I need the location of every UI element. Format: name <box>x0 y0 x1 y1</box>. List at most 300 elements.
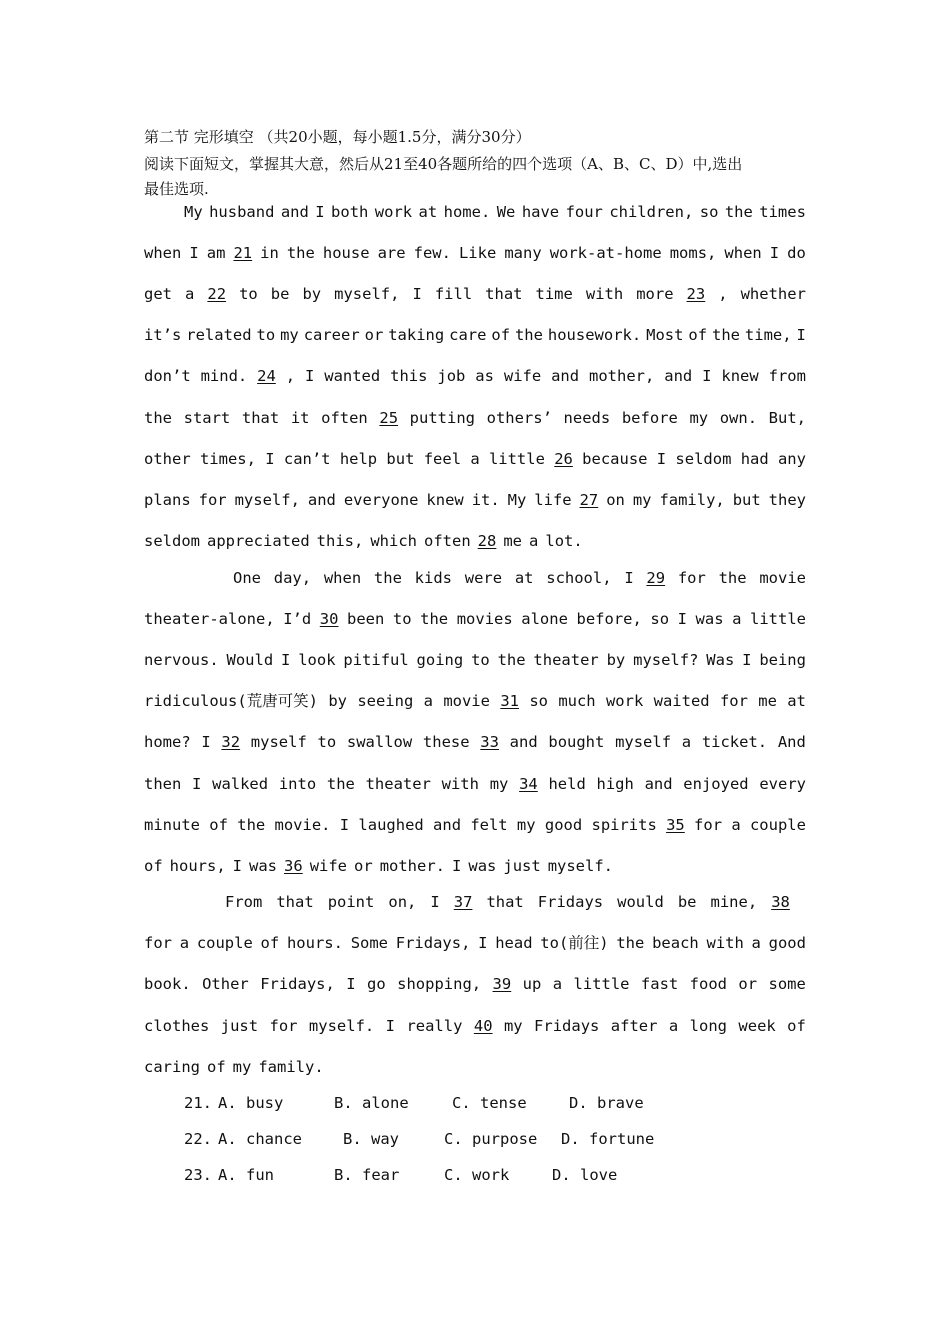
word: when <box>144 244 182 262</box>
word: at <box>787 692 806 710</box>
word: be <box>270 285 290 303</box>
word: minute <box>144 816 200 834</box>
word: because <box>582 450 648 468</box>
word: on <box>606 491 625 509</box>
word: feel <box>423 450 462 468</box>
word: I <box>265 450 275 468</box>
word: I <box>385 1017 396 1035</box>
word: so <box>699 203 719 221</box>
word: and <box>280 203 309 221</box>
word: waited <box>653 692 710 710</box>
word: myself <box>615 733 672 751</box>
word: of <box>491 326 511 344</box>
word: knew <box>426 491 464 509</box>
word: I <box>624 569 634 587</box>
word: for <box>719 692 748 710</box>
word: movie <box>443 692 490 710</box>
word: ticket. <box>701 733 768 751</box>
word: that <box>485 285 523 303</box>
word: good <box>544 816 583 834</box>
passage-line <box>144 325 806 345</box>
section-title: 第二节 完形填空 （共20小题，每小题1.5分，满分30分） <box>144 128 531 146</box>
passage-line <box>144 1057 806 1077</box>
word: clothes <box>144 1017 210 1035</box>
word: the <box>616 934 645 952</box>
word: I <box>281 651 291 669</box>
word: time, <box>744 326 792 344</box>
word: housework. <box>547 326 642 344</box>
word: Fridays, <box>260 975 335 993</box>
blank-number: 27 <box>579 491 599 509</box>
word: life <box>534 491 572 509</box>
word: the <box>724 203 753 221</box>
word: have <box>521 203 560 221</box>
word: work-at-home <box>549 244 662 262</box>
word: the <box>326 775 355 793</box>
blank-number: 23 <box>686 285 706 303</box>
passage-line <box>144 933 806 953</box>
word: the <box>514 326 543 344</box>
word: or <box>738 975 758 993</box>
word: every <box>759 775 806 793</box>
word: family, <box>659 491 725 509</box>
word: of <box>260 934 280 952</box>
word: more <box>636 285 674 303</box>
word: We <box>496 203 516 221</box>
word: that <box>486 893 524 911</box>
word: good <box>768 934 806 952</box>
word: couple <box>749 816 806 834</box>
word: myself. <box>547 857 614 875</box>
word: the <box>144 409 172 427</box>
question-number: 23. <box>184 1166 212 1184</box>
word: book. <box>144 975 191 993</box>
blank-number: 33 <box>480 733 499 751</box>
word: time <box>535 285 573 303</box>
word: am <box>206 244 226 262</box>
word: everyone <box>343 491 419 509</box>
word: head <box>495 934 533 952</box>
word: the <box>718 569 747 587</box>
word: it <box>290 409 310 427</box>
word: house <box>322 244 370 262</box>
word: been <box>347 610 385 628</box>
word: of <box>787 1017 806 1035</box>
word: mine, <box>710 893 758 911</box>
word: help <box>339 450 378 468</box>
word: with <box>441 775 479 793</box>
passage-line <box>233 568 806 588</box>
word: From <box>225 893 263 911</box>
word: Fridays, <box>395 934 471 952</box>
question-number: 22. <box>184 1130 212 1148</box>
word: or <box>364 326 384 344</box>
word: seldom <box>144 532 200 550</box>
word: the <box>237 816 266 834</box>
blank-number: 26 <box>554 450 573 468</box>
word: as <box>475 367 494 385</box>
word: but <box>732 491 761 509</box>
passage-line <box>144 691 806 711</box>
word: just <box>220 1017 259 1035</box>
word: theater <box>533 651 599 669</box>
word: my <box>516 816 536 834</box>
word: plans <box>144 491 191 509</box>
option-d: D. love <box>552 1166 618 1184</box>
word: four <box>565 203 603 221</box>
word: was <box>695 610 724 628</box>
passage-line <box>225 892 790 912</box>
word: other <box>144 450 191 468</box>
instructions-line-1: 阅读下面短文，掌握其大意，然后从21至40各题所给的四个选项（A、B、C、D）中,选出 <box>144 155 743 173</box>
word: ridiculous(荒唐可笑) <box>144 692 318 710</box>
word: my <box>489 775 509 793</box>
word: but <box>386 450 415 468</box>
option-a: A. chance <box>218 1130 302 1148</box>
word: , <box>718 285 728 303</box>
word: I <box>478 934 488 952</box>
passage-line <box>144 531 806 551</box>
word: much <box>558 692 596 710</box>
word: with <box>585 285 624 303</box>
word: by <box>302 285 322 303</box>
word: be <box>677 893 697 911</box>
word: of <box>209 816 228 834</box>
word: knew <box>721 367 759 385</box>
word: a <box>423 692 433 710</box>
word: myself. <box>308 1017 375 1035</box>
word: I <box>232 857 243 875</box>
word: One <box>233 569 261 587</box>
word: home. <box>443 203 491 221</box>
word: mind. <box>200 367 248 385</box>
word: food <box>689 975 727 993</box>
word: it’s <box>144 326 182 344</box>
word: for <box>677 569 706 587</box>
word: some <box>768 975 806 993</box>
passage-line <box>144 856 806 876</box>
word: point <box>327 893 375 911</box>
word: to(前往) <box>540 934 609 952</box>
word: to <box>239 285 258 303</box>
word: walked <box>212 775 269 793</box>
word: I <box>192 775 202 793</box>
word: , <box>285 367 296 385</box>
word: up <box>522 975 542 993</box>
word: often <box>424 532 471 550</box>
word: putting <box>409 409 475 427</box>
word: the <box>420 610 449 628</box>
word: by <box>606 651 626 669</box>
word: a <box>470 450 480 468</box>
word: Most <box>646 326 684 344</box>
word: I <box>769 244 780 262</box>
word: held <box>548 775 586 793</box>
word: was <box>249 857 278 875</box>
word: a <box>529 532 539 550</box>
word: had <box>740 450 769 468</box>
word: I <box>339 816 350 834</box>
word: before <box>621 409 678 427</box>
word: felt <box>470 816 508 834</box>
word: children, <box>609 203 694 221</box>
word: But, <box>768 409 806 427</box>
word: week <box>738 1017 776 1035</box>
word: work <box>605 692 644 710</box>
word: the <box>497 651 526 669</box>
passage-line <box>144 774 806 794</box>
option-d: D. fortune <box>561 1130 655 1148</box>
word: hours, <box>169 857 226 875</box>
word: look <box>298 651 336 669</box>
blank-number: 24 <box>257 367 276 385</box>
word: I <box>304 367 315 385</box>
word: pitiful <box>343 651 409 669</box>
word: really <box>406 1017 463 1035</box>
word: when <box>323 569 362 587</box>
word: And <box>777 733 806 751</box>
word: few. <box>413 244 451 262</box>
word: myself, <box>334 285 400 303</box>
word: own. <box>719 409 758 427</box>
word: others’ <box>486 409 552 427</box>
word: lot. <box>545 532 583 550</box>
word: times, <box>199 450 256 468</box>
blank-number: 25 <box>379 409 399 427</box>
word: family. <box>258 1058 324 1076</box>
word: by <box>328 692 347 710</box>
option-b: B. alone <box>334 1094 409 1112</box>
word: and <box>433 816 462 834</box>
word: before, <box>576 610 642 628</box>
word: times <box>759 203 806 221</box>
option-b: B. way <box>343 1130 399 1148</box>
word: a <box>179 934 190 952</box>
word: movie <box>759 569 806 587</box>
word: of <box>688 326 708 344</box>
word: seeing <box>357 692 414 710</box>
word: fast <box>640 975 679 993</box>
word: needs <box>563 409 611 427</box>
passage-line <box>144 490 806 510</box>
word: and <box>307 491 336 509</box>
word: my <box>689 409 709 427</box>
blank-number: 21 <box>233 244 253 262</box>
word: wife <box>503 367 542 385</box>
word: mother. <box>379 857 446 875</box>
word: couple <box>196 934 253 952</box>
word: taking <box>388 326 445 344</box>
word: a <box>751 934 761 952</box>
word: my <box>632 491 652 509</box>
word: a <box>731 816 741 834</box>
word: My <box>184 203 203 221</box>
word: it. <box>471 491 500 509</box>
word: Fridays <box>537 893 604 911</box>
word: this <box>390 367 428 385</box>
blank-number: 39 <box>492 975 512 993</box>
word: I <box>412 285 422 303</box>
word: myself <box>250 733 307 751</box>
word: don’t <box>144 367 191 385</box>
word: little <box>488 450 545 468</box>
word: to <box>317 733 337 751</box>
word: career <box>303 326 360 344</box>
blank-number: 28 <box>477 532 497 550</box>
word: this, <box>316 532 364 550</box>
word: job <box>437 367 466 385</box>
word: theater <box>365 775 431 793</box>
blank-number: 32 <box>221 733 241 751</box>
word: mother, <box>589 367 655 385</box>
word: wife <box>309 857 348 875</box>
word: which <box>370 532 417 550</box>
word: laughed <box>358 816 424 834</box>
word: and <box>644 775 673 793</box>
word: a <box>681 733 692 751</box>
word: care <box>449 326 487 344</box>
word: a <box>552 975 563 993</box>
passage-line <box>144 1016 806 1036</box>
passage-line <box>144 974 806 994</box>
word: theater-alone, <box>144 610 275 628</box>
word: bought <box>548 733 605 751</box>
word: spirits <box>591 816 657 834</box>
word: Some <box>350 934 389 952</box>
word: for <box>269 1017 298 1035</box>
instructions-line-2: 最佳选项. <box>144 180 209 198</box>
word: often <box>321 409 368 427</box>
word: go <box>367 975 386 993</box>
word: was <box>468 857 497 875</box>
word: fill <box>434 285 473 303</box>
word: at <box>418 203 438 221</box>
word: to <box>256 326 276 344</box>
word: the <box>711 326 740 344</box>
word: would <box>617 893 664 911</box>
word: then <box>144 775 182 793</box>
word: myself, <box>234 491 300 509</box>
word: were <box>464 569 503 587</box>
word: can’t <box>283 450 331 468</box>
word: I <box>742 651 752 669</box>
blank-number: 30 <box>319 610 339 628</box>
passage-line <box>144 732 806 752</box>
word: that <box>241 409 280 427</box>
option-c: C. work <box>444 1166 510 1184</box>
word: kids <box>414 569 452 587</box>
passage-line <box>144 650 806 670</box>
passage-line <box>184 202 806 222</box>
word: alone <box>521 610 568 628</box>
word: enjoyed <box>683 775 749 793</box>
option-c: C. purpose <box>444 1130 538 1148</box>
word: and <box>551 367 580 385</box>
word: just <box>503 857 541 875</box>
blank-number: 40 <box>473 1017 493 1035</box>
word: wanted <box>324 367 381 385</box>
word: do <box>787 244 806 262</box>
word: so <box>650 610 670 628</box>
word: shopping, <box>397 975 482 993</box>
word: from <box>768 367 806 385</box>
word: work <box>374 203 413 221</box>
question-number: 21. <box>184 1094 212 1112</box>
word: movies <box>456 610 513 628</box>
word: hours. <box>286 934 343 952</box>
word: for <box>144 934 172 952</box>
word: little <box>573 975 630 993</box>
option-a: A. busy <box>218 1094 284 1112</box>
word: My <box>507 491 527 509</box>
word: myself? <box>633 651 699 669</box>
word: nervous. <box>144 651 219 669</box>
word: to <box>392 610 412 628</box>
option-b: B. fear <box>334 1166 400 1184</box>
word: get <box>144 285 172 303</box>
word: for <box>694 816 723 834</box>
word: I <box>315 203 325 221</box>
blank-number: 38 <box>771 893 790 911</box>
blank-number: 31 <box>500 692 519 710</box>
word: long <box>689 1017 727 1035</box>
word: Fridays <box>534 1017 600 1035</box>
word: I <box>656 450 667 468</box>
option-d: D. brave <box>569 1094 644 1112</box>
passage-line <box>144 243 806 263</box>
word: they <box>768 491 806 509</box>
blank-number: 35 <box>666 816 685 834</box>
word: when <box>724 244 762 262</box>
word: day, <box>273 569 312 587</box>
word: I <box>702 367 712 385</box>
word: husband <box>209 203 275 221</box>
word: any <box>777 450 806 468</box>
word: Other <box>202 975 249 993</box>
word: the <box>286 244 315 262</box>
option-c: C. tense <box>452 1094 527 1112</box>
word: I <box>189 244 199 262</box>
word: are <box>377 244 406 262</box>
word: at <box>514 569 534 587</box>
passage-line <box>144 449 806 469</box>
passage-line <box>144 408 806 428</box>
word: I <box>677 610 687 628</box>
word: high <box>596 775 634 793</box>
word: with <box>706 934 744 952</box>
word: my <box>503 1017 523 1035</box>
word: me <box>758 692 777 710</box>
word: swallow <box>346 733 413 751</box>
word: a <box>732 610 742 628</box>
word: Like <box>458 244 497 262</box>
word: school, <box>546 569 612 587</box>
word: or <box>354 857 373 875</box>
word: of <box>144 857 163 875</box>
word: caring <box>144 1058 200 1076</box>
blank-number: 22 <box>207 285 227 303</box>
word: for <box>198 491 227 509</box>
word: a <box>185 285 195 303</box>
word: appreciated <box>207 532 310 550</box>
word: whether <box>740 285 806 303</box>
word: I <box>346 975 356 993</box>
word: Was <box>706 651 735 669</box>
word: Would <box>226 651 274 669</box>
word: I <box>452 857 462 875</box>
word: a <box>668 1017 679 1035</box>
word: both <box>331 203 369 221</box>
